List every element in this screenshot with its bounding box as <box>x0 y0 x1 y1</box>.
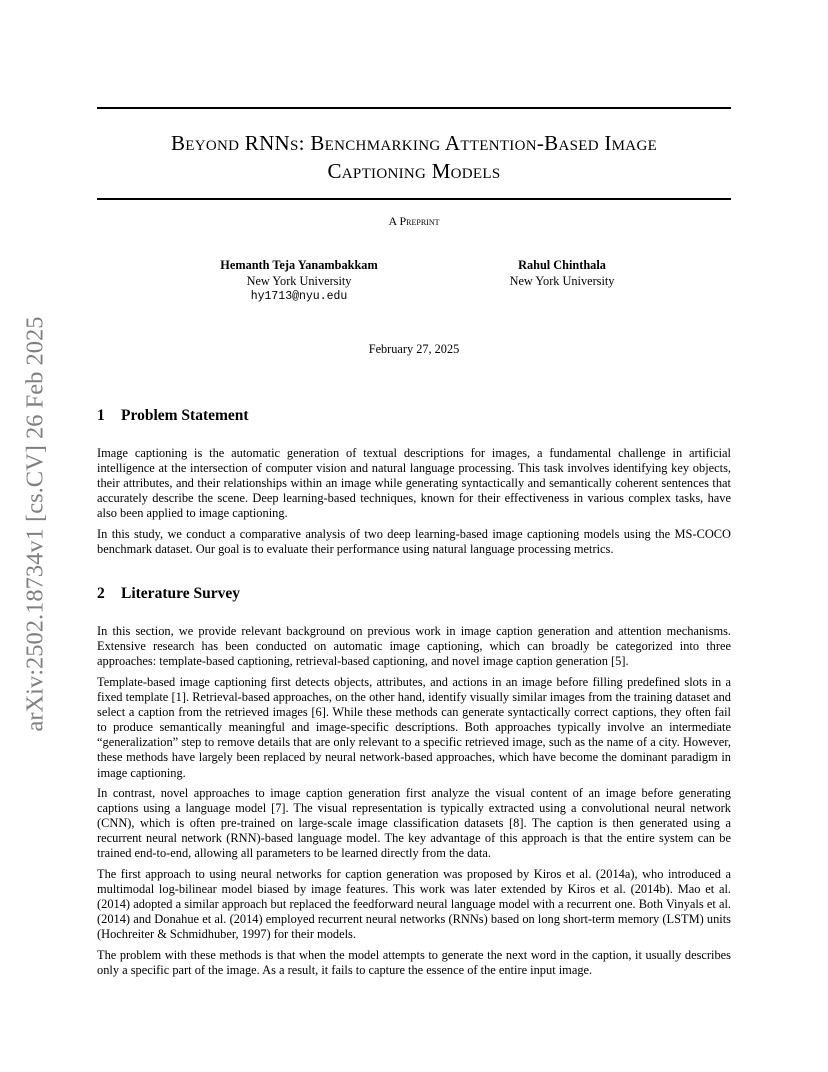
section-title: Problem Statement <box>121 407 249 424</box>
arxiv-identifier-stamp <box>8 288 64 760</box>
paper-title <box>97 129 731 185</box>
arxiv-identifier-text: arXiv:2502.18734v1 [cs.CV] 26 Feb 2025 <box>22 316 50 732</box>
section-title: Literature Survey <box>121 585 240 602</box>
author-block-2 <box>472 258 652 289</box>
author-affiliation: New York University <box>246 273 352 288</box>
title-rule-bottom <box>97 198 731 200</box>
paragraph: Template-based image captioning first detects objects, attributes, and actions in an image before filling predefined slots in a fixed template [1]. Retrieval-based approaches, on the other hand, identify visually similar images from the training dataset and select a caption from the retrieved images [6]. While these methods can generate syntactically correct captions, they often fail to produce semantically meaningful and image-specific descriptions. Both approaches typically involve an intermediate “generalization” step to remove details that are only relevant to a specific retrieved image, such as the name of a city. However, these methods have largely been replaced by neural network-based approaches, which have become the dominant paradigm in image captioning. <box>97 675 731 780</box>
section-number: 2 <box>97 585 105 602</box>
paragraph: In this section, we provide relevant background on previous work in image caption generation and attention mechanisms. Extensive research has been conducted on automatic image captioning, which can broadly be categorized into three approaches: template-based captioning, retrieval-based captioning, and novel image caption generation [5]. <box>97 624 731 669</box>
section-heading-problem-statement <box>97 407 249 425</box>
paragraph: The problem with these methods is that when the model attempts to generate the next word in the caption, it usually describes only a specific part of the image. As a result, it fails to capture the essence of the entire input image. <box>97 948 731 978</box>
title-rule-top <box>97 107 731 109</box>
author-name: Rahul Chinthala <box>518 258 606 272</box>
preprint-label: A Preprint <box>388 214 440 228</box>
paper-title-line-2: Captioning Models <box>327 159 501 183</box>
paragraph: In contrast, novel approaches to image caption generation first analyze the visual content of an image before generating captions using a language model [7]. The visual representation is typically extracted using a convolutional neural network (CNN), which is often pre-trained on large-scale image classification datasets [8]. The caption is then generated using a recurrent neural network (RNN)-based language model. The key advantage of this approach is that the entire system can be trained end-to-end, allowing all parameters to be learned directly from the data. <box>97 786 731 861</box>
section-heading-literature-survey <box>97 585 240 603</box>
author-block-1 <box>200 258 398 305</box>
paragraph: Image captioning is the automatic generation of textual descriptions for images, a fundamental challenge in artificial intelligence at the intersection of computer vision and natural language processing. This task involves identifying key objects, their attributes, and their relationships within an image while generating syntactically and semantically coherent sentences that accurately describe the scene. Deep learning-based techniques, known for their effectiveness in various complex tasks, have also been applied to image captioning. <box>97 446 731 521</box>
paragraph: The first approach to using neural networks for caption generation was proposed by Kiros et al. (2014a), who introduced a multimodal log-bilinear model biased by image features. This work was later extended by Kiros et al. (2014b). Mao et al. (2014) adopted a similar approach but replaced the feedforward neural language model with a recurrent one. Both Vinyals et al. (2014) and Donahue et al. (2014) employed recurrent neural networks (RNNs) based on long short-term memory (LSTM) units (Hochreiter & Schmidhuber, 1997) for their models. <box>97 867 731 942</box>
publication-date: February 27, 2025 <box>368 342 460 356</box>
author-name: Hemanth Teja Yanambakkam <box>220 258 378 272</box>
paper-title-line-1: Beyond RNNs: Benchmarking Attention-Based Image <box>170 131 658 155</box>
author-email[interactable]: hy1713@nyu.edu <box>250 290 348 303</box>
paragraph: In this study, we conduct a comparative analysis of two deep learning-based image captioning models using the MS-COCO benchmark dataset. Our goal is to evaluate their performance using natural language processing metrics. <box>97 527 731 557</box>
author-affiliation: New York University <box>509 273 615 288</box>
section-number: 1 <box>97 407 105 424</box>
